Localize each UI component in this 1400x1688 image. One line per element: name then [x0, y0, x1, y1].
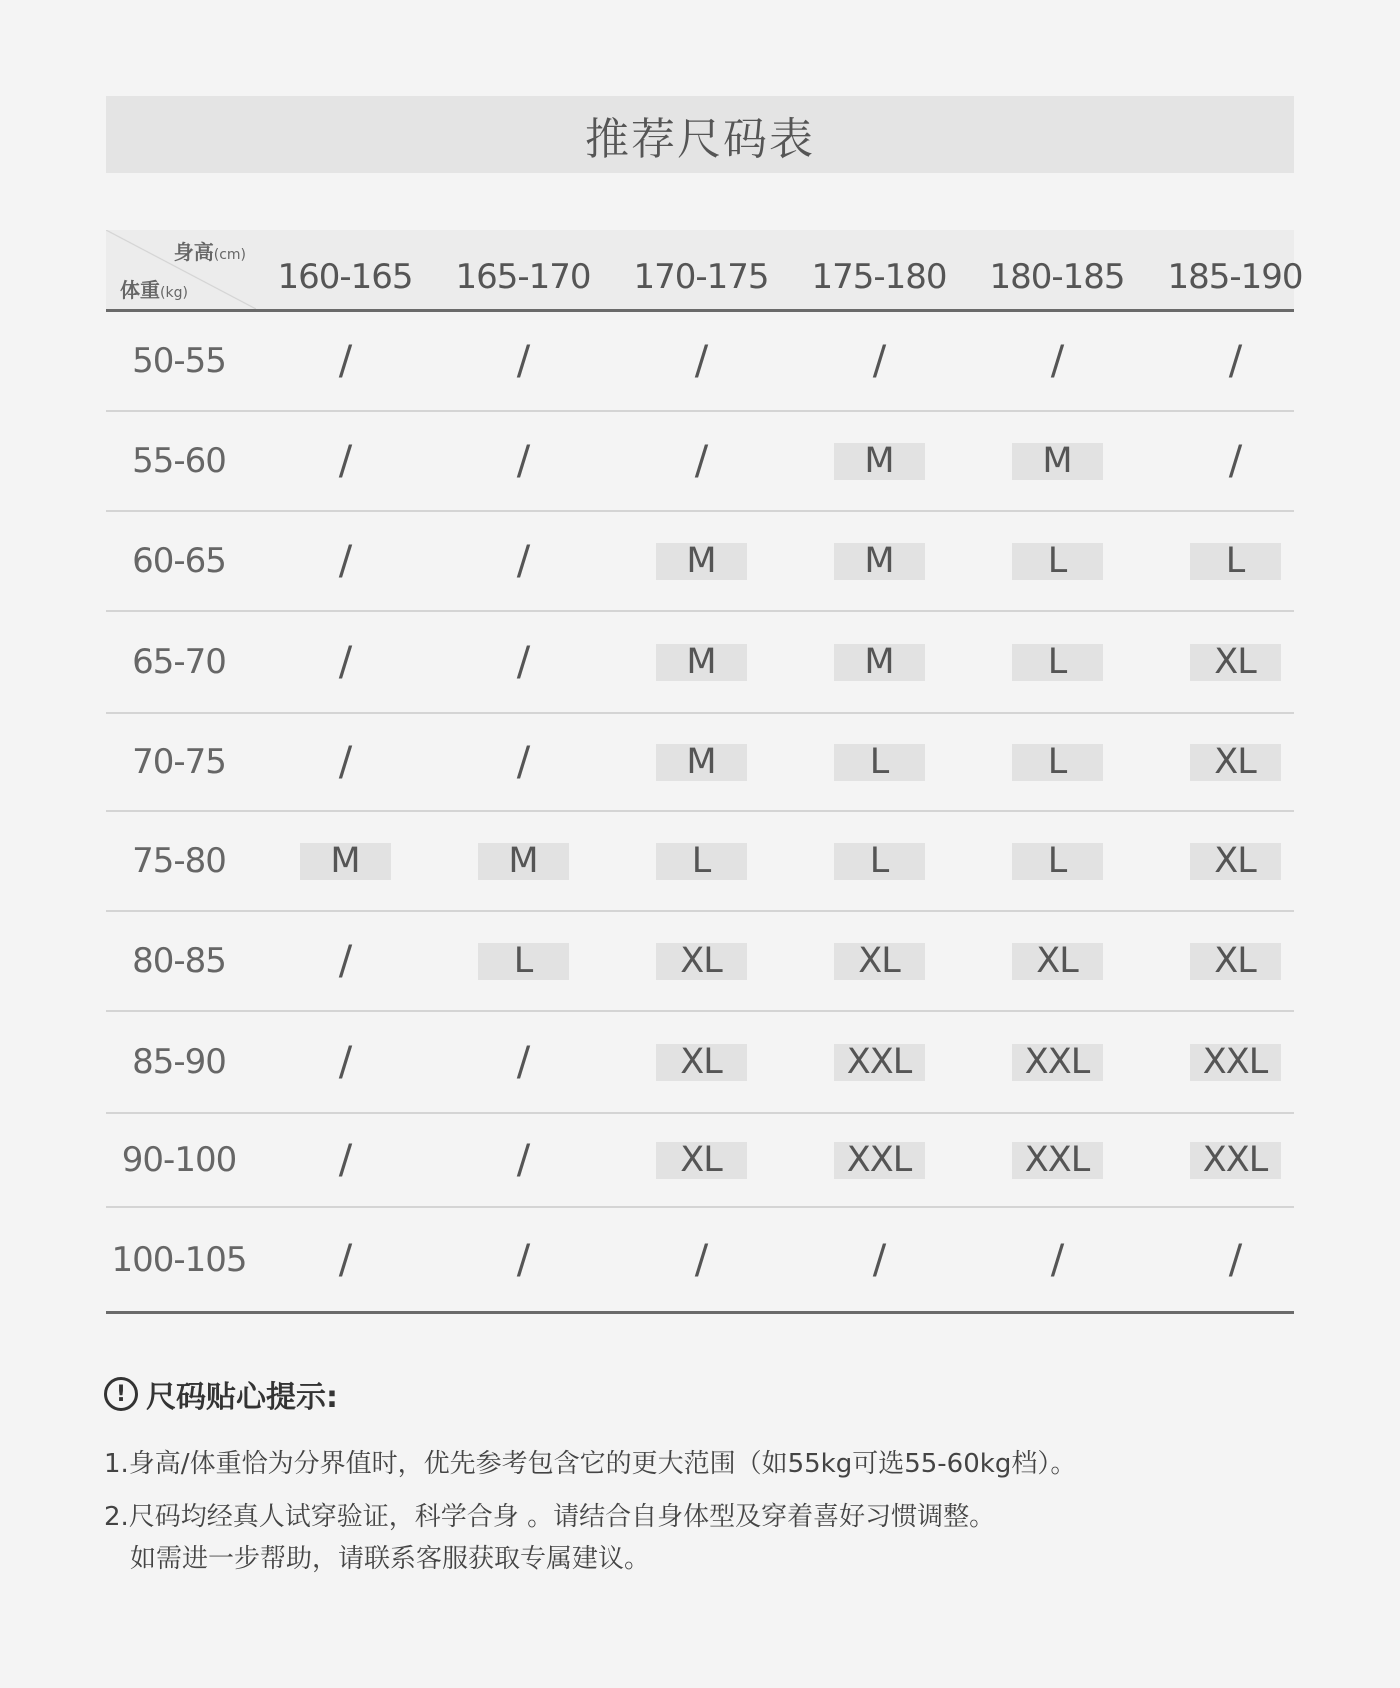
tips-heading: [104, 1372, 338, 1416]
size-cell: [612, 612, 790, 712]
size-cell: [790, 1208, 968, 1311]
not-available-mark: /: [516, 338, 530, 384]
not-available-mark: /: [338, 538, 352, 584]
weight-cell: 80-85: [132, 941, 226, 981]
size-cell: [434, 1012, 612, 1112]
size-cell: [256, 1012, 434, 1112]
size-cell: [434, 812, 612, 910]
not-available-mark: /: [516, 1137, 530, 1183]
weight-cell: 100-105: [111, 1239, 247, 1280]
size-cell: [968, 612, 1146, 712]
not-available-mark: /: [516, 639, 530, 685]
size-badge: L: [1012, 843, 1103, 880]
height-header-cell: 175-180: [811, 257, 947, 297]
weight-cell: 85-90: [132, 1042, 226, 1082]
not-available-mark: /: [1050, 338, 1064, 384]
table-row: [106, 312, 1294, 412]
size-badge: M: [656, 644, 747, 681]
size-badge: M: [656, 543, 747, 580]
size-cell: [612, 312, 790, 410]
size-badge: L: [1012, 644, 1103, 681]
size-cell: [612, 1012, 790, 1112]
size-cell: [968, 312, 1146, 410]
not-available-mark: /: [694, 1236, 708, 1283]
table-row: [106, 612, 1294, 714]
not-available-mark: /: [338, 1137, 352, 1183]
size-cell: [1146, 812, 1324, 910]
size-cell: [790, 714, 968, 810]
size-badge: L: [1012, 543, 1103, 580]
size-badge: XL: [656, 1142, 747, 1179]
size-cell: [968, 812, 1146, 910]
size-badge: XXL: [1190, 1044, 1281, 1081]
size-badge: M: [834, 644, 925, 681]
size-cell: [612, 812, 790, 910]
table-row: [106, 1208, 1294, 1314]
size-cell: [790, 412, 968, 510]
size-cell: [256, 1208, 434, 1311]
page-title: 推荐尺码表: [106, 96, 1294, 173]
size-cell: [1146, 1208, 1324, 1311]
not-available-mark: /: [338, 438, 352, 484]
size-cell: [790, 512, 968, 610]
size-cell: [968, 714, 1146, 810]
size-badge: XL: [1012, 943, 1103, 980]
height-header-cell: 170-175: [633, 257, 769, 297]
not-available-mark: /: [1228, 1236, 1242, 1283]
size-cell: [434, 714, 612, 810]
size-cell: [256, 1114, 434, 1206]
tip-line-1: 1.身高/体重恰为分界值时，优先参考包含它的更大范围（如55kg可选55-60kg档）。: [104, 1449, 1077, 1479]
size-badge: XL: [656, 1044, 747, 1081]
size-cell: [1146, 714, 1324, 810]
weight-cell: 55-60: [132, 441, 226, 481]
size-cell: [790, 812, 968, 910]
size-cell: [256, 512, 434, 610]
size-cell: [434, 312, 612, 410]
not-available-mark: /: [694, 438, 708, 484]
weight-cell: 65-70: [132, 642, 226, 682]
table-row: [106, 714, 1294, 812]
size-cell: [256, 312, 434, 410]
size-cell: [1146, 1012, 1324, 1112]
size-cell: [1146, 912, 1324, 1010]
size-cell: [1146, 1114, 1324, 1206]
size-cell: [968, 912, 1146, 1010]
size-cell: [968, 1114, 1146, 1206]
weight-axis-label: 体重(kg): [120, 278, 188, 302]
size-cell: [968, 512, 1146, 610]
size-cell: [434, 1208, 612, 1311]
size-cell: [434, 512, 612, 610]
size-cell: [612, 1208, 790, 1311]
size-cell: [434, 412, 612, 510]
size-badge: L: [656, 843, 747, 880]
size-cell: [790, 912, 968, 1010]
table-row: [106, 1114, 1294, 1208]
size-badge: XXL: [834, 1142, 925, 1179]
size-cell: [790, 612, 968, 712]
size-badge: L: [478, 943, 569, 980]
size-cell: [1146, 312, 1324, 410]
size-badge: XL: [834, 943, 925, 980]
size-cell: [434, 612, 612, 712]
size-badge: XL: [1190, 943, 1281, 980]
not-available-mark: /: [338, 938, 352, 984]
height-header-cell: 185-190: [1167, 257, 1303, 297]
size-cell: [612, 714, 790, 810]
not-available-mark: /: [516, 438, 530, 484]
size-cell: [790, 1012, 968, 1112]
size-cell: [256, 412, 434, 510]
not-available-mark: /: [872, 1236, 886, 1283]
size-badge: XL: [656, 943, 747, 980]
size-cell: [612, 512, 790, 610]
table-row: [106, 1012, 1294, 1114]
weight-cell: 50-55: [132, 341, 226, 381]
not-available-mark: /: [516, 1236, 530, 1283]
size-badge: M: [478, 843, 569, 880]
weight-cell: 60-65: [132, 541, 226, 581]
not-available-mark: /: [1228, 438, 1242, 484]
not-available-mark: /: [338, 338, 352, 384]
not-available-mark: /: [338, 739, 352, 785]
size-badge: XL: [1190, 843, 1281, 880]
tip-line-2: 2.尺码均经真人试穿验证，科学合身 。请结合自身体型及穿着喜好习惯调整。: [104, 1502, 996, 1532]
size-badge: L: [1012, 744, 1103, 781]
size-badge: XXL: [1190, 1142, 1281, 1179]
not-available-mark: /: [516, 1039, 530, 1085]
height-header-cell: 165-170: [455, 257, 591, 297]
height-header-cell: 160-165: [277, 257, 413, 297]
table-row: [106, 912, 1294, 1012]
size-cell: [434, 1114, 612, 1206]
size-badge: XXL: [1012, 1044, 1103, 1081]
size-cell: [612, 412, 790, 510]
height-header-cell: 180-185: [989, 257, 1125, 297]
tip-line-3: 如需进一步帮助，请联系客服获取专属建议。: [130, 1544, 651, 1574]
not-available-mark: /: [516, 538, 530, 584]
size-badge: L: [1190, 543, 1281, 580]
size-cell: [612, 1114, 790, 1206]
size-cell: [968, 1208, 1146, 1311]
weight-cell: 90-100: [121, 1140, 237, 1180]
not-available-mark: /: [872, 338, 886, 384]
not-available-mark: /: [338, 639, 352, 685]
size-badge: M: [1012, 443, 1103, 480]
not-available-mark: /: [694, 338, 708, 384]
size-badge: XXL: [834, 1044, 925, 1081]
size-cell: [1146, 612, 1324, 712]
table-header-row: [106, 230, 1303, 312]
not-available-mark: /: [1050, 1236, 1064, 1283]
not-available-mark: /: [516, 739, 530, 785]
weight-cell: 75-80: [132, 841, 226, 881]
size-cell: [612, 912, 790, 1010]
size-badge: M: [656, 744, 747, 781]
size-badge: XL: [1190, 644, 1281, 681]
size-cell: [968, 1012, 1146, 1112]
size-cell: [256, 714, 434, 810]
table-row: [106, 512, 1294, 612]
table-corner-cell: [106, 230, 256, 309]
size-cell: [790, 1114, 968, 1206]
not-available-mark: /: [338, 1039, 352, 1085]
size-cell: [434, 912, 612, 1010]
size-cell: [256, 912, 434, 1010]
size-cell: [256, 812, 434, 910]
size-cell: [790, 312, 968, 410]
table-row: [106, 812, 1294, 912]
size-cell: [968, 412, 1146, 510]
not-available-mark: /: [1228, 338, 1242, 384]
size-cell: [256, 612, 434, 712]
exclamation-circle-icon: !: [104, 1377, 138, 1411]
size-badge: L: [834, 744, 925, 781]
size-cell: [1146, 412, 1324, 510]
not-available-mark: /: [338, 1236, 352, 1283]
size-cell: [1146, 512, 1324, 610]
size-badge: XXL: [1012, 1142, 1103, 1179]
size-badge: XL: [1190, 744, 1281, 781]
height-axis-label: 身高(cm): [173, 240, 246, 264]
tips-heading-text: 尺码贴心提示:: [146, 1380, 338, 1415]
size-badge: M: [834, 443, 925, 480]
size-badge: M: [834, 543, 925, 580]
size-badge: M: [300, 843, 391, 880]
size-badge: L: [834, 843, 925, 880]
table-row: [106, 412, 1294, 512]
weight-cell: 70-75: [132, 742, 226, 782]
